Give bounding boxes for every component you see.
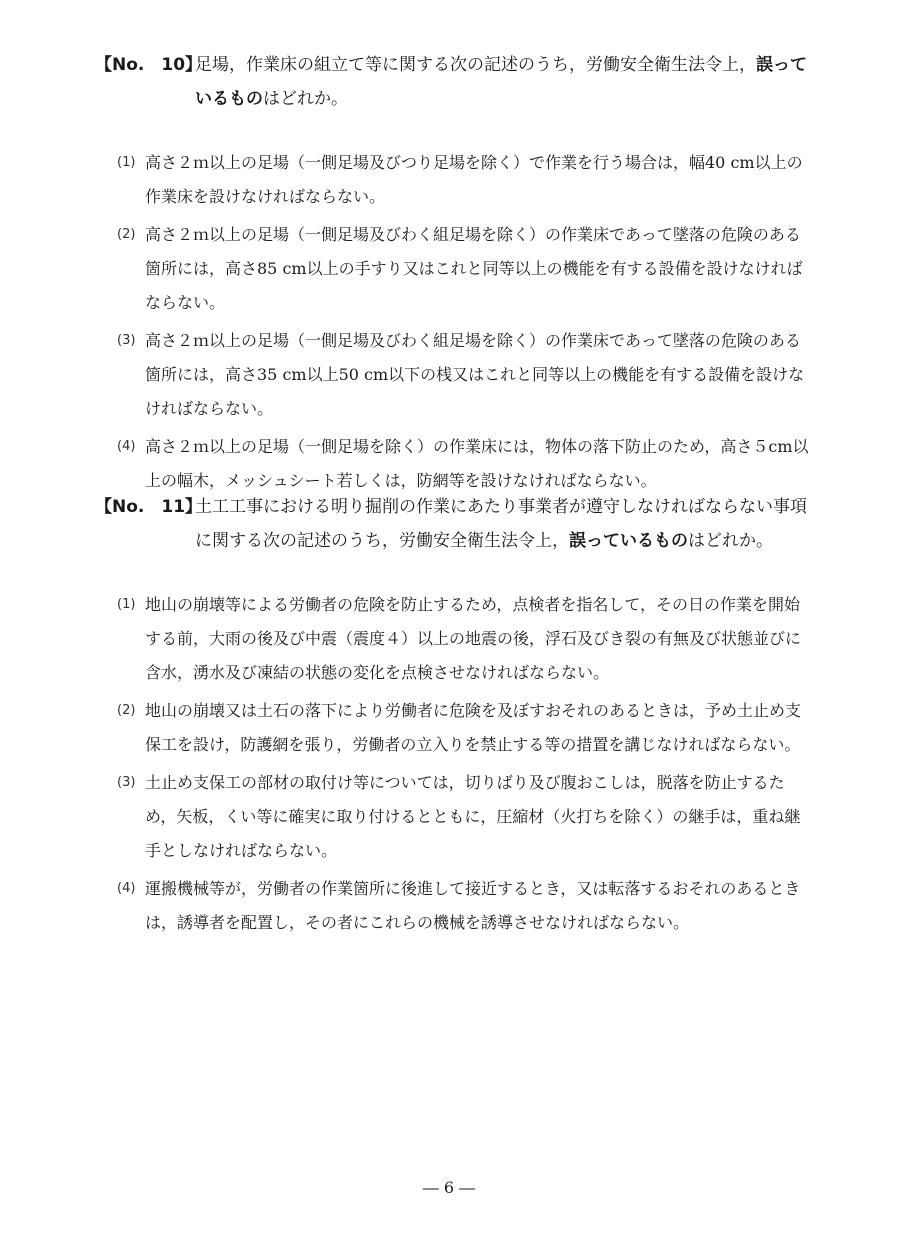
question-10 [95, 48, 815, 498]
choice-4 [95, 430, 815, 498]
stem-emphasis: 誤っているもの [569, 531, 688, 551]
choice-4 [95, 872, 815, 940]
choice-1 [95, 588, 815, 690]
question-number: 【No. 11】 [95, 497, 203, 517]
choice-text: 土止め支保工の部材の取付け等については，切りばり及び腹おこしは，脱落を防止するため，矢板，くい等に確実に取り付けるとともに，圧縮材（火打ちを除く）の継手は，重ね継手としなければならない。 [145, 773, 801, 860]
choice-3 [95, 324, 815, 426]
choice-list [95, 146, 815, 498]
choice-number: (2) [117, 703, 136, 718]
choice-number: (4) [117, 881, 136, 896]
stem-emphasis: 誤っているもの [195, 55, 807, 109]
choice-1 [95, 146, 815, 214]
choice-number: (1) [117, 597, 136, 612]
page-number: ― 6 ― [422, 1178, 476, 1197]
choice-number: (2) [117, 227, 136, 242]
question-stem [195, 48, 815, 116]
choice-text: 地山の崩壊等による労働者の危険を防止するため，点検者を指名して，その日の作業を開始する前，大雨の後及び中震（震度４）以上の地震の後，浮石及びき裂の有無及び状態並びに含水，湧水及び凍結の状態の変化を点検させなければならない。 [145, 595, 802, 682]
choice-text: 高さ２ｍ以上の足場（一側足場を除く）の作業床には，物体の落下防止のため，高さ５cm以上の幅木，メッシュシート若しくは，防網等を設けなければならない。 [145, 437, 809, 490]
choice-text: 高さ２ｍ以上の足場（一側足場及びわく組足場を除く）の作業床であって墜落の危険のある箇所には，高さ85 cm以上の手すり又はこれと同等以上の機能を有する設備を設けなければならない。 [145, 225, 803, 312]
stem-text: 足場，作業床の組立て等に関する次の記述のうち，労働安全衛生法令上， [195, 55, 756, 75]
choice-2 [95, 694, 815, 762]
choice-text: 高さ２ｍ以上の足場（一側足場及びつり足場を除く）で作業を行う場合は，幅40 cm以上の作業床を設けなければならない。 [145, 153, 803, 206]
question-11 [95, 490, 815, 940]
choice-number: (1) [117, 155, 136, 170]
choice-number: (4) [117, 439, 136, 454]
choice-3 [95, 766, 815, 868]
choice-list [95, 588, 815, 940]
stem-text-end: はどれか。 [263, 89, 348, 109]
stem-text-end: はどれか。 [688, 531, 773, 551]
choice-text: 地山の崩壊又は土石の落下により労働者に危険を及ぼすおそれのあるときは，予め土止め支保工を設け，防護網を張り，労働者の立入りを禁止する等の措置を講じなければならない。 [145, 701, 802, 754]
choice-number: (3) [117, 333, 136, 348]
question-number: 【No. 10】 [95, 55, 203, 75]
stem-text: 土工工事における明り掘削の作業にあたり事業者が遵守しなければならない事項に関する次の記述のうち，労働安全衛生法令上， [195, 497, 807, 551]
choice-text: 高さ２ｍ以上の足場（一側足場及びわく組足場を除く）の作業床であって墜落の危険のある箇所には，高さ35 cm以上50 cm以下の桟又はこれと同等以上の機能を有する設備を設けなければならない。 [145, 331, 805, 418]
choice-text: 運搬機械等が，労働者の作業箇所に後進して接近するとき，又は転落するおそれのあるときは，誘導者を配置し，その者にこれらの機械を誘導させなければならない。 [145, 879, 801, 932]
question-stem [195, 490, 815, 558]
choice-number: (3) [117, 775, 136, 790]
choice-2 [95, 218, 815, 320]
